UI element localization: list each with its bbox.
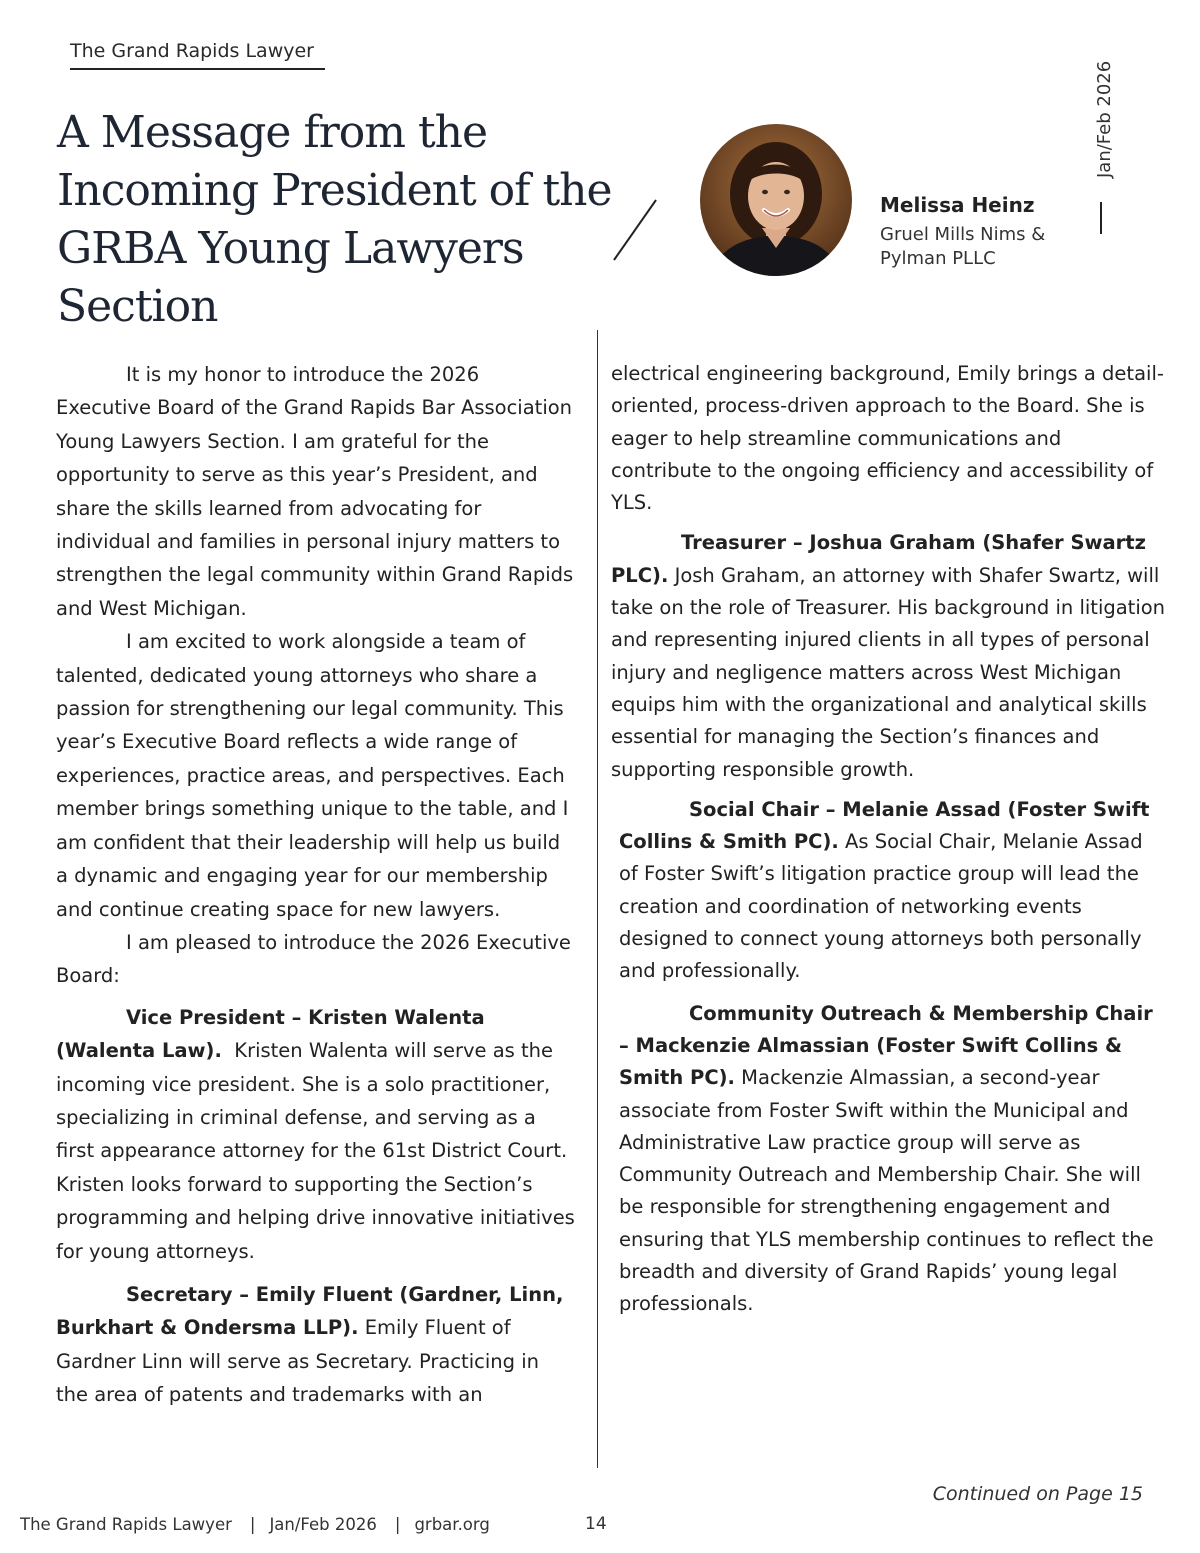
article-title: A Message from the Incoming President of the GRBA Young Lawyers Section — [57, 107, 612, 332]
board-description: Emily Fluent of Gardner Linn will serve as Secretary. Practicing in the area of patents and trademarks with an — [56, 1316, 539, 1407]
board-description-continued: electrical engineering background, Emily brings a detail-oriented, process-driven approach to the Board. She is eager to help streamline communications and contribute to the ongoing efficiency and accessibility of YLS. — [611, 362, 1164, 515]
issue-date-vertical: Jan/Feb 2026 — [1094, 60, 1115, 178]
column-divider — [597, 330, 598, 1468]
board-entry-treasurer — [611, 527, 1166, 785]
board-role: Vice President – Kristen Walenta (Walenta Law). — [56, 1005, 485, 1063]
board-role: Secretary – Emily Fluent (Gardner, Linn, Burkhart & Ondersma LLP). — [56, 1282, 564, 1340]
footer-separator: | — [394, 1515, 401, 1534]
footer-publication: The Grand Rapids Lawyer — [20, 1515, 232, 1534]
board-description: Mackenzie Almassian, a second-year associate from Foster Swift within the Municipal and Administrative Law practice group will serve as Community Outreach and Membership Chair. She will be responsible for strengthening engagement and ensuring that YLS membership continues to reflect the breadth and diversity of Grand Rapids’ young legal professionals. — [619, 1066, 1154, 1316]
author-firm: Gruel Mills Nims & Pylman PLLC — [880, 224, 1046, 269]
right-column — [611, 358, 1166, 1321]
board-description: Josh Graham, an attorney with Shafer Swartz, will take on the role of Treasurer. His background in litigation and representing injured clients in all types of personal injury and negligence matters across West Michigan equips him with the organizational and analytical skills essential for managing the Section’s finances and supporting responsible growth. — [611, 563, 1166, 781]
board-entry-social-chair — [611, 794, 1166, 988]
board-entry-vice-president — [56, 1001, 576, 1268]
masthead-title: The Grand Rapids Lawyer — [70, 40, 325, 70]
author-name: Melissa Heinz — [880, 193, 1035, 217]
author-photo — [700, 124, 852, 276]
board-entry-secretary — [56, 1278, 576, 1412]
board-role: Community Outreach & Membership Chair – Mackenzie Almassian (Foster Swift Collins & Smith PC). — [619, 1001, 1153, 1090]
board-role: Treasurer – Joshua Graham (Shafer Swartz PLC). — [611, 531, 1146, 587]
left-column — [56, 358, 576, 1412]
intro-paragraph: I am excited to work alongside a team of talented, dedicated young attorneys who share a passion for strengthening our legal community. This year’s Executive Board reflects a wide range of experiences, practice areas, and perspectives. Each member brings something unique to the table, and I am confident that their leadership will help us build a dynamic and engaging year for our membership and continue creating space for new lawyers. — [56, 630, 569, 921]
footer-issue: Jan/Feb 2026 — [269, 1515, 377, 1534]
board-description: As Social Chair, Melanie Assad of Foster Swift’s litigation practice group will lead the creation and coordination of networking events designed to connect young attorneys both personally and professionally. — [619, 830, 1143, 983]
intro-paragraph: I am pleased to introduce the 2026 Executive Board: — [56, 930, 571, 988]
intro-paragraph: It is my honor to introduce the 2026 Executive Board of the Grand Rapids Bar Association Young Lawyers Section. I am grateful for the opportunity to serve as this year’s President, and share the skills learned from advocating for individual and families in personal injury matters to strengthen the legal community within Grand Rapids and West Michigan. — [56, 363, 574, 620]
continued-note: Continued on Page 15 — [932, 1483, 1143, 1505]
footer — [20, 1515, 490, 1534]
board-description: Kristen Walenta will serve as the incoming vice president. She is a solo practitioner, specializing in criminal defense, and serving as a first appearance attorney for the 61st District Court. Kristen looks forward to supporting the Section’s programming and helping drive innovative initiatives for young attorneys. — [56, 1039, 575, 1263]
decorative-slash — [612, 198, 658, 262]
board-role: Social Chair – Melanie Assad (Foster Swift Collins & Smith PC). — [619, 797, 1150, 854]
page-number: 14 — [585, 1514, 607, 1534]
board-entry-outreach-chair — [611, 998, 1166, 1321]
footer-separator: | — [249, 1515, 256, 1534]
footer-website[interactable]: grbar.org — [414, 1515, 490, 1534]
issue-rule — [1100, 202, 1102, 234]
